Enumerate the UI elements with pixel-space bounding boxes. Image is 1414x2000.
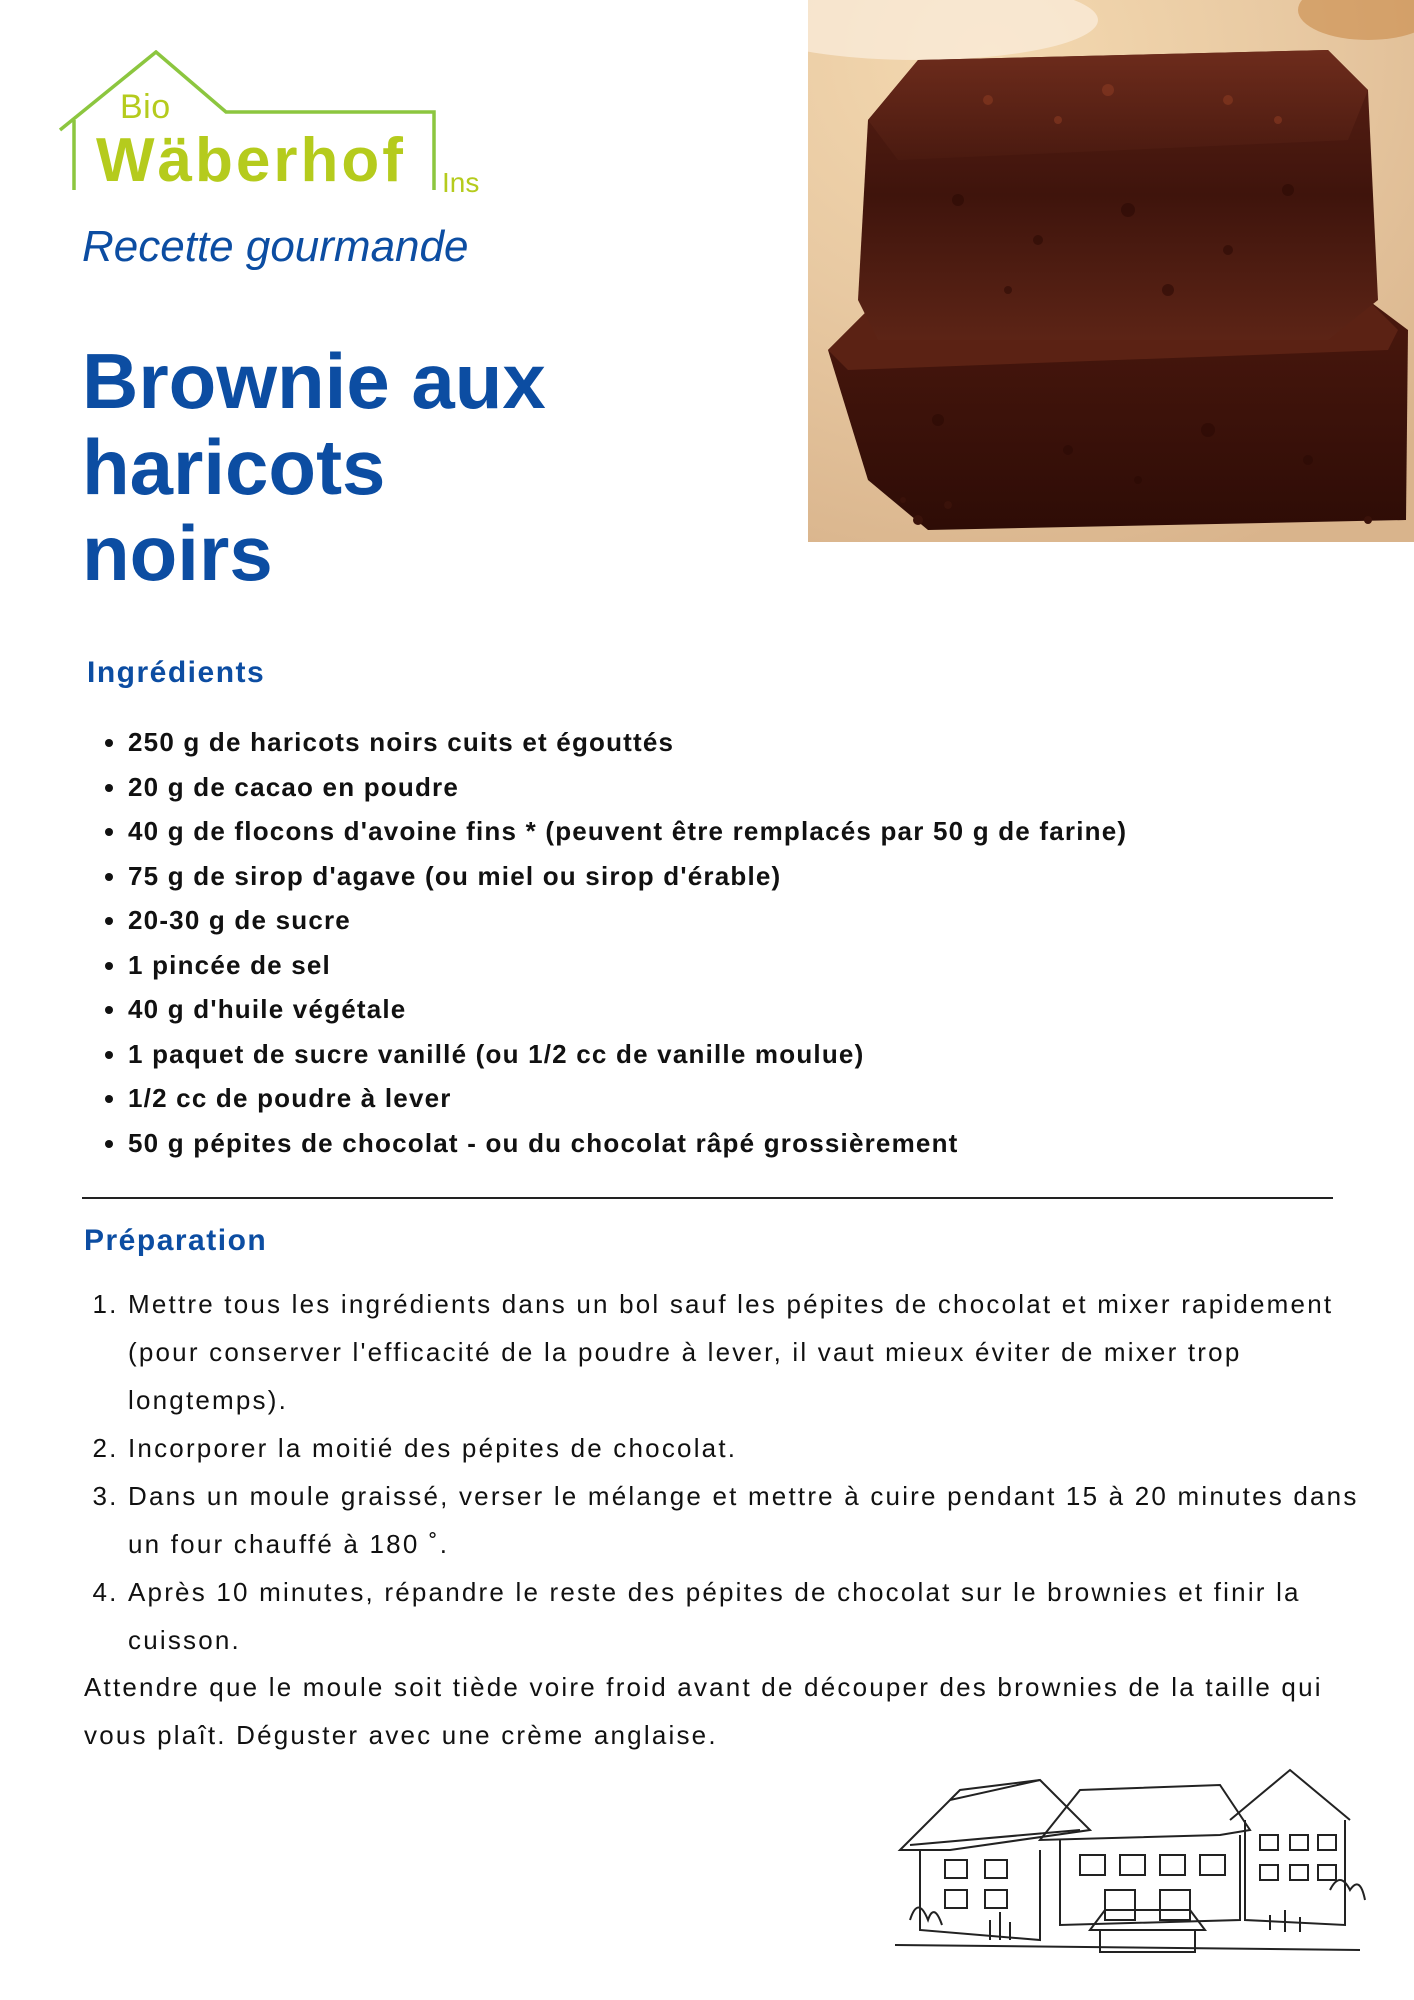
step-item: 4. Après 10 minutes, répandre le reste des pépites de chocolat sur le brownies et finir la cuisson.: [128, 1568, 1378, 1664]
farm-sketch-icon: [890, 1740, 1370, 1960]
list-item: • 1/2 cc de poudre à lever: [128, 1076, 1328, 1121]
preparation-outro: Attendre que le moule soit tiède voire froid avant de découper des brownies de la taille qui vous plaît. Déguster avec une crème anglaise.: [84, 1672, 1323, 1750]
section-divider: [82, 1197, 1333, 1199]
title-line: Brownie aux: [82, 337, 546, 425]
list-item: • 20 g de cacao en poudre: [128, 765, 1328, 810]
preparation-steps: [84, 1280, 1378, 1664]
logo-suffix: Ins: [442, 167, 480, 198]
ingredients-heading: Ingrédients: [87, 656, 266, 689]
list-item: • 20-30 g de sucre: [128, 898, 1328, 943]
subtitle: Recette gourmande: [82, 222, 469, 271]
list-item: • 40 g d'huile végétale: [128, 987, 1328, 1032]
list-item: • 250 g de haricots noirs cuits et égouttés: [128, 720, 1328, 765]
step-item: 1. Mettre tous les ingrédients dans un bol sauf les pépites de chocolat et mixer rapidement (pour conserver l'efficacité de la poudre à lever, il vaut mieux éviter de mixer trop longtemps).: [128, 1280, 1378, 1424]
recipe-title: [82, 338, 602, 596]
list-item: • 50 g pépites de chocolat - ou du chocolat râpé grossièrement: [128, 1121, 1328, 1166]
step-item: 2. Incorporer la moitié des pépites de chocolat.: [128, 1424, 1378, 1472]
step-item: 3. Dans un moule graissé, verser le mélange et mettre à cuire pendant 15 à 20 minutes dans un four chauffé à 180 ˚.: [128, 1472, 1378, 1568]
brownie-photo: [808, 0, 1414, 542]
logo-bio: Bio: [120, 88, 171, 126]
title-line: haricots: [82, 423, 386, 511]
title-line: noirs: [82, 509, 273, 597]
preparation-heading: Préparation: [84, 1224, 268, 1257]
list-item: • 40 g de flocons d'avoine fins * (peuvent être remplacés par 50 g de farine): [128, 809, 1328, 854]
list-item: • 1 paquet de sucre vanillé (ou 1/2 cc de vanille moulue): [128, 1032, 1328, 1077]
ingredients-list: [100, 720, 1328, 1165]
list-item: • 1 pincée de sel: [128, 943, 1328, 988]
list-item: • 75 g de sirop d'agave (ou miel ou sirop d'érable): [128, 854, 1328, 899]
logo-name: Wäberhof: [96, 126, 406, 195]
